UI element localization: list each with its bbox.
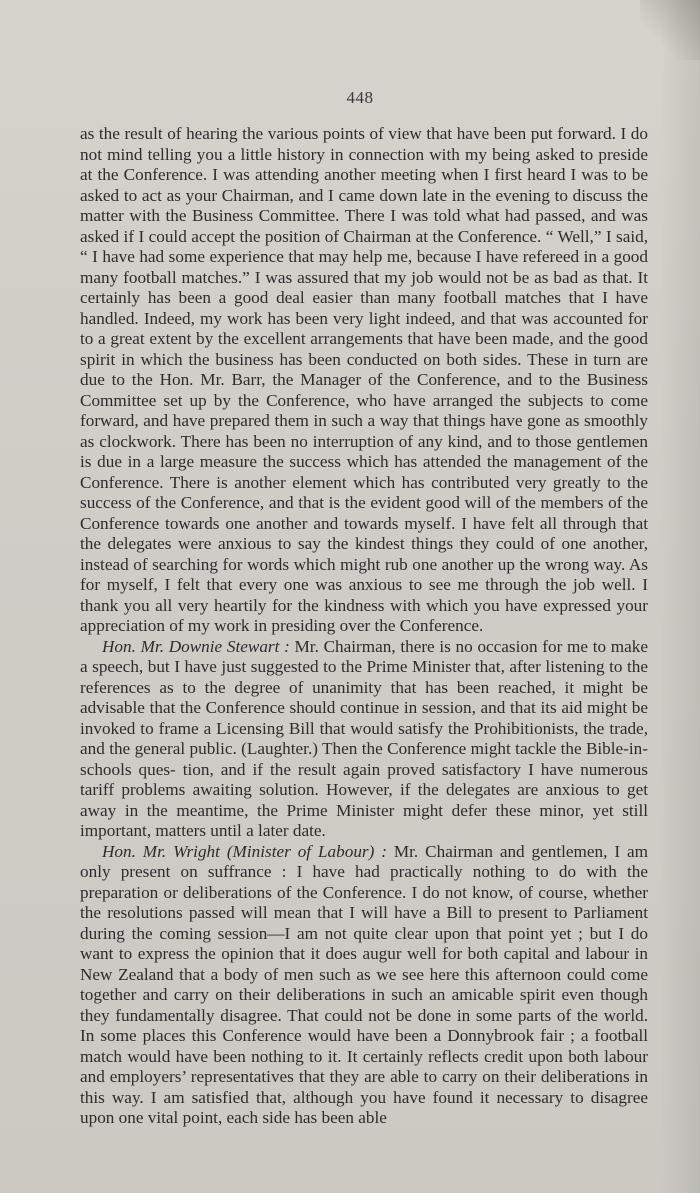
paragraph-chairman [80, 124, 648, 637]
page-corner-shadow [640, 0, 700, 60]
body-text [80, 124, 648, 1129]
speaker-name: Hon. Mr. Wright (Minister of Labour) : [102, 841, 387, 861]
page-number: 448 [346, 88, 374, 107]
paragraph-wright [80, 842, 648, 1129]
page-edge-shadow [660, 0, 700, 1193]
paragraph-text: Mr. Chairman, there is no occasion for me to make a speech, but I have just suggested to the Prime Minister that, after listening to the references as to the degree of unanimity that has been reached, it might be advisable that the Conference should continue in session, and that its aid might be invoked to frame a Licensing Bill that would satisfy the Prohibitionists, the trade, and the general public. (Laughter.) Then the Conference might tackle the Bible-in-schools ques- tion, and if the result again proved satisfactory I have numerous tariff problems awaiting solution. However, if the delegates are anxious to get away in the meantime, the Prime Minister might defer these minor, yet still important, matters until a later date. [80, 636, 648, 840]
paragraph-downie-stewart [80, 637, 648, 842]
paragraph-text: Mr. Chairman and gentlemen, I am only present on suffrance : I have had practically nothing to do with the preparation or deliberations of the Conference. I do not know, of course, whether the resolutions passed will mean that I will have a Bill to present to Parliament during the coming session—I am not quite clear upon that point yet ; but I do want to express the opinion that it does augur well for both capital and labour in New Zealand that a body of men such as we see here this afternoon could come together and carry on their deliberations in such an amicable spirit even though they fundamentally disagree. That could not be done in some parts of the world. In some places this Conference would have been a Donnybrook fair ; a football match would have been nothing to it. It certainly reflects credit upon both labour and employers’ representatives that they are able to carry on their deliberations in this way. I am satisfied that, although you have found it necessary to disagree upon one vital point, each side has been able [80, 841, 648, 1127]
paragraph-text: as the result of hearing the various points of view that have been put forward. I do not mind telling you a little history in connection with my being asked to preside at the Conference. I was attending another meeting when I first heard I was to be asked to act as your Chairman, and I came down late in the evening to discuss the matter with the Business Committee. There I was told what had passed, and was asked if I could accept the position of Chairman at the Conference. “ Well,” I said, “ I have had some experience that may help me, because I have refereed in a good many football matches.” I was assured that my job would not be as bad as that. It certainly has been a good deal easier than many football matches that I have handled. Indeed, my work has been very light indeed, and that was accounted for to a great extent by the excellent arrangements that have been made, and the good spirit in which the business has been conducted on both sides. These in turn are due to the Hon. Mr. Barr, the Manager of the Conference, and to the Business Committee set up by the Conference, who have arranged the subjects to come forward, and have prepared them in such a way that things have gone as smoothly as clockwork. There has been no interruption of any kind, and to those gentlemen is due in a large measure the success which has attended the management of the Conference. There is another element which has contributed very greatly to the success of the Conference, and that is the evident good will of the members of the Conference towards one another and towards myself. I have felt all through that the delegates were anxious to say the kindest things they could of one another, instead of searching for words which might rub one another up the wrong way. As for myself, I felt that every one was anxious to see me through the job well. I thank you all very heartily for the kindness with which you have expressed your appreciation of my work in presiding over the Conference. [80, 124, 648, 635]
speaker-name: Hon. Mr. Downie Stewart : [102, 636, 290, 656]
